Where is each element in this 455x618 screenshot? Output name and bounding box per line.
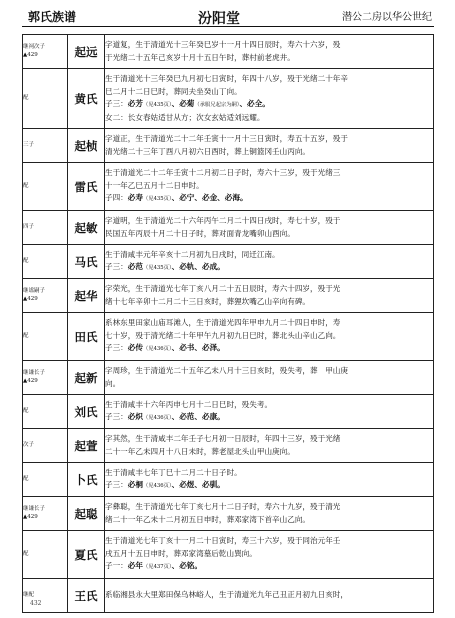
children-text: 子三： [105,480,128,489]
record-row [23,163,434,211]
branch-title: 潜公二房以华公世纪 [342,12,432,23]
biography-cell [105,429,434,463]
relation-cell [23,69,68,129]
children-line [105,560,433,574]
children-text: 、必煜、必驯。 [171,480,225,489]
children-line [105,98,433,112]
relation-cell [23,211,68,245]
page-reference: （见436页） [142,346,172,353]
generation-marker: ▲429 [23,378,38,384]
relation-cell [23,313,68,361]
biography-cell [105,35,434,69]
record-row [23,429,434,463]
record-row [23,69,434,129]
relation-label: 配 [23,183,29,190]
children-line [105,411,433,425]
relation-cell [23,163,68,211]
record-row [23,313,434,361]
biography-line: 字周珍，生于清道光二十五年乙未八月十三日亥时，殁失考，葬 甲山庚 [105,366,348,375]
person-name: 田氏 [68,313,105,361]
page-header [22,6,434,32]
person-name: 起敏 [68,211,105,245]
biography-line: 系临湘县永大里郑田保乌林峪人，生于清道光九年己丑正月初九日亥时， [105,590,348,600]
record-row [23,361,434,395]
biography-line: 字道复，生于清道光十三年癸巳岁十一月十四日辰时，寿六十六岁，殁 [105,40,341,49]
relation-label: 三子 [23,142,35,149]
record-row [23,579,434,613]
biography-line: 生于清咸丰元年辛亥十二月初九日戌时，同迁江南。 [105,249,280,259]
person-name: 起远 [68,35,105,69]
biography-line: 字道明，生于清道光二十六年丙午二月二十四日戌时，寿七十岁，殁于 [105,216,341,225]
biography-cell [105,463,434,497]
page-number: 432 [30,600,42,607]
person-name: 刘氏 [68,395,105,429]
biography-cell [105,497,434,531]
record-row [23,395,434,429]
relation-label: 继谦长子 [23,506,46,513]
children-line [105,342,433,356]
children-text: 必桐 [127,480,143,489]
person-name: 黄氏 [68,69,105,129]
relation-label: 配 [23,95,29,102]
biography-cell [105,279,434,313]
relation-label: 配 [23,408,29,415]
biography-line: 二十一年乙未四月十八日未时，葬老屋北头山甲山庚向。 [105,446,295,456]
biography-line: 绪二十一年乙未十二月初五日申时，葬邓家湾下首辛山乙向。 [105,514,311,524]
relation-label: 四子 [23,224,35,231]
biography-line: 生于清道光七年丁亥十一月二十日寅时，寿三十六岁，殁于同治元年壬 [105,536,341,546]
page-reference: （见435页） [142,102,172,108]
biography-cell [105,211,434,245]
children-text: 、必宁、必金、必海。 [171,193,248,203]
person-name: 夏氏 [68,531,105,579]
children-text: 子四： [105,193,128,203]
generation-marker: ▲429 [23,296,38,302]
biography-line: 生于清咸丰十六年丙申七月十二日巳时，殁失考。 [105,399,273,409]
children-text: 、必书、必泽。 [171,343,225,353]
record-row [23,35,434,69]
children-text: 必寿 [127,193,143,203]
person-name: 雷氏 [68,163,105,211]
biography-cell [105,313,434,361]
children-text: 子三： [105,412,128,421]
biography-line: 字荣光，生于清道光七年丁亥八月二十五日辰时，寿六十四岁，殁于光 [105,284,341,293]
children-text: 必炽 [127,412,143,421]
record-row [23,129,434,163]
children-text: 必范 [127,262,143,271]
children-text: 子三： [105,262,128,271]
page-reference: （见435页） [142,196,172,203]
biography-line: 巳二月十二日巳时，葬同夫坐癸山丁向。 [105,86,242,96]
relation-cell [23,497,68,531]
relation-label: 配 [23,333,29,340]
children-line [105,479,433,493]
person-name: 马氏 [68,245,105,279]
relation-cell [23,245,68,279]
children-text: 子三： [105,99,128,108]
relation-label: 次子 [23,442,35,449]
biography-line: 于光绪二十五年己亥岁十月十五日午时，葬村前老虎井。 [105,52,295,62]
relation-cell [23,579,68,613]
children-line [105,261,433,275]
children-text: 子三： [105,343,128,353]
record-row [23,211,434,245]
person-name: 起聪 [68,497,105,531]
biography-line: 七十岁，殁于清光绪二十年甲午九月初九日巳时，葬北头山辛山乙向。 [105,330,341,340]
page-reference: （见437页） [142,564,172,571]
generation-marker: ▲429 [23,52,38,58]
book-title: 郭氏族谱 [28,10,77,24]
record-row [23,279,434,313]
relation-label: 配 [23,476,29,483]
biography-line: 生于清道光二十二年壬寅十二月初二日子时，寿六十三岁，殁于光绪三 [105,168,341,178]
biography-cell [105,245,434,279]
hall-name: 汾阳堂 [198,11,240,27]
children-text: 必传 [127,343,143,353]
person-name: 卜氏 [68,463,105,497]
relation-cell [23,361,68,395]
children-text: 必芳 [127,99,143,108]
children-text: 子一： [105,561,128,571]
biography-cell [105,361,434,395]
biography-cell [105,163,434,211]
biography-line: 十一年乙巳五月十二日申时。 [105,180,204,190]
biography-cell [105,129,434,163]
relation-label: 继配 [23,592,35,599]
relation-cell [23,429,68,463]
relation-label: 继谦长子 [23,370,46,377]
person-name: 王氏 [68,579,105,613]
children-line: 女二：长女春姑适甘从方；次女玄姑适刘远耀。 [105,112,265,122]
biography-cell [105,531,434,579]
relation-label: 继谧嗣子 [23,288,46,295]
biography-cell [105,69,434,129]
relation-cell [23,35,68,69]
relation-cell [23,531,68,579]
person-name: 起桢 [68,129,105,163]
relation-label: 配 [23,551,29,558]
biography-line: 字其然，生于清咸丰二年壬子七月初一日辰时，年四十三岁，殁于光绪 [105,434,341,443]
biography-cell [105,579,434,613]
relation-cell [23,279,68,313]
record-row [23,531,434,579]
biography-line: 生于清咸丰七年丁巳十二月二十日子时。 [105,467,242,477]
children-line [105,192,433,206]
relation-cell [23,463,68,497]
biography-line: 向。 [105,378,121,388]
generation-marker: ▲429 [23,514,38,520]
biography-line: 生于清道光十三年癸巳九月初七日寅时，年四十八岁，殁于光绪二十年辛 [105,74,348,83]
children-text: 、必菊 [171,99,195,108]
children-text: 必年 [127,561,143,571]
relation-label: 配 [23,258,29,265]
biography-line: 系林东里田家山庙耳滩人，生于清道光四年甲申九月二十四日申时，寿 [105,318,341,328]
children-text: 、必全。 [239,99,270,108]
header-rule [22,26,434,27]
biography-line: 绪十七年辛卯十二月二十三日亥时，葬狸坎嘴乙山辛向有碑。 [105,296,311,306]
children-text: 、必铭。 [171,561,202,571]
biography-line: 戌五月十五日申时，葬邓家湾墓后乾山巽向。 [105,548,257,558]
relation-cell [23,395,68,429]
biography-cell [105,395,434,429]
record-row [23,463,434,497]
record-row [23,497,434,531]
biography-line: 民国五年丙辰十月二十日子时，葬对面青龙嘴卯山酉向。 [105,228,295,238]
genealogy-table [22,34,434,613]
page-reference: （见436页） [142,415,172,421]
biography-line: 字彝聪，生于清道光七年丁亥七月十二日子时，寿六十九岁，殁于清光 [105,502,341,511]
biography-line: 字道正，生于清道光二十二年壬寅十一月十三日寅时，寿五十五岁，殁于 [105,134,348,143]
page-reference: （见436页） [142,483,172,489]
children-text: 、必轨、必成。 [171,262,225,271]
relation-label: 继祠次子 [23,44,46,51]
page-reference: （见435页） [142,265,172,271]
biography-line: 清光绪二十三年丁酉八月初六日酉时，葬上铜篮冈壬山丙向。 [105,146,311,156]
person-name: 起萱 [68,429,105,463]
children-text: 、必范、必康。 [171,412,225,421]
person-name: 起华 [68,279,105,313]
relation-cell [23,129,68,163]
record-row [23,245,434,279]
page-reference: （承服兄起宗为嗣） [194,102,240,108]
person-name: 起新 [68,361,105,395]
